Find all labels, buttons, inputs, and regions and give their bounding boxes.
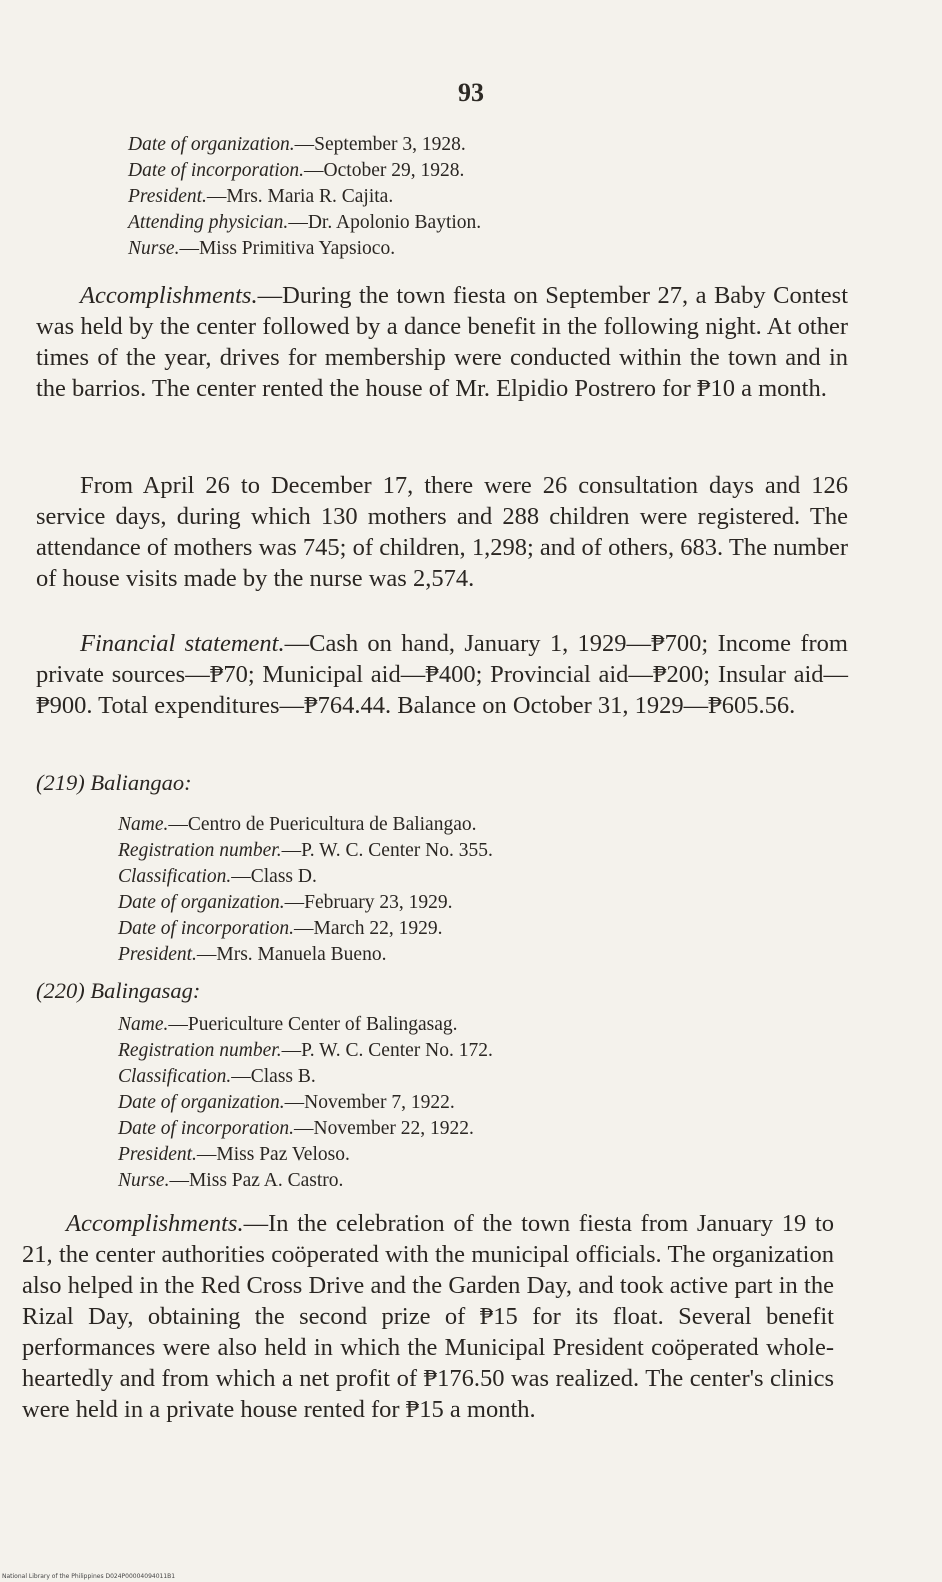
entry-line [118, 838, 493, 864]
entry-line [118, 1012, 493, 1038]
entry-line [118, 942, 493, 968]
entry-value: —Class B. [231, 1066, 316, 1087]
entry-value: —Puericulture Center of Balingasag. [168, 1014, 458, 1035]
entry-line [118, 812, 493, 838]
entry-label: Registration number. [118, 1040, 282, 1061]
entry-line [128, 158, 481, 184]
entry-value: —Miss Paz Veloso. [196, 1144, 350, 1165]
entry-line [128, 184, 481, 210]
entry-label: President. [118, 944, 197, 965]
entry-label: Date of organization. [128, 134, 295, 155]
section-number: (219) [36, 770, 85, 795]
entry-value: —Dr. Apolonio Baytion. [288, 212, 482, 233]
entry-block-3 [118, 1012, 493, 1194]
entry-value: —September 3, 1928. [294, 134, 466, 155]
entry-line [118, 1064, 493, 1090]
section-heading-balingasag [36, 978, 200, 1004]
entry-value: —P. W. C. Center No. 355. [281, 840, 493, 861]
entry-line [118, 1142, 493, 1168]
statistics-paragraph [36, 470, 848, 594]
entry-line [118, 890, 493, 916]
entry-value: —Class D. [231, 866, 317, 887]
accomplishments-paragraph-2 [22, 1208, 834, 1425]
paragraph-label: Accomplishments. [80, 282, 258, 309]
entry-block-1 [128, 132, 481, 262]
entry-block-2 [118, 812, 493, 968]
entry-label: President. [128, 186, 207, 207]
entry-label: President. [118, 1144, 197, 1165]
entry-value: —November 7, 1922. [284, 1092, 455, 1113]
paragraph-text: From April 26 to December 17, there were 26 consultation days and 126 service days, during which 130 mothers and 288 children were registered. The attendance of mothers was 745; of children, 1,298; and of others, 683. The number of house visits made by the nurse was 2,574. [36, 472, 848, 592]
entry-label: Date of incorporation. [118, 918, 295, 939]
paragraph-text: —During the town fiesta on September 27, a Baby Contest was held by the center followed by a dance benefit in the following night. At other times of the year, drives for membership were conducted within the town and in the barrios. The center rented the house of Mr. Elpidio Postrero for ₱10 a month. [36, 282, 848, 402]
entry-value: —Mrs. Maria R. Cajita. [206, 186, 394, 207]
paragraph-label: Financial statement. [80, 630, 285, 657]
entry-value: —P. W. C. Center No. 172. [281, 1040, 493, 1061]
entry-line [118, 1038, 493, 1064]
entry-value: —Mrs. Manuela Bueno. [196, 944, 387, 965]
section-heading-baliangao [36, 770, 192, 796]
paragraph-text: —Cash on hand, January 1, 1929—₱700; Income from private sources—₱70; Municipal aid—₱400; Provincial aid—₱200; Insular aid—₱900. Total expenditures—₱764.44. Balance on October 31, 1929—₱605.56. [36, 630, 848, 719]
entry-label: Name. [118, 1014, 169, 1035]
entry-label: Date of incorporation. [118, 1118, 295, 1139]
paragraph-label: Accomplishments. [66, 1210, 244, 1237]
entry-line [118, 1116, 493, 1142]
entry-value: —October 29, 1928. [304, 160, 465, 181]
entry-value: —November 22, 1922. [294, 1118, 474, 1139]
entry-value: —Centro de Puericultura de Baliangao. [168, 814, 477, 835]
entry-line [118, 864, 493, 890]
entry-label: Nurse. [118, 1170, 170, 1191]
entry-line [128, 132, 481, 158]
entry-label: Registration number. [118, 840, 282, 861]
paragraph-text: —In the celebration of the town fiesta from January 19 to 21, the center authorities coöperated with the municipal officials. The organization also helped in the Red Cross Drive and the Garden Day, and took active part in the Rizal Day, obtaining the second prize of ₱15 for its float. Several benefit performances were also held in which the Municipal President coöperated whole-heartedly and from which a net profit of ₱176.50 was realized. The center's clinics were held in a private house rented for ₱15 a month. [22, 1210, 834, 1423]
entry-label: Nurse. [128, 238, 180, 259]
entry-label: Date of organization. [118, 892, 285, 913]
section-number: (220) [36, 978, 85, 1003]
page-number: 93 [458, 78, 484, 107]
entry-value: —March 22, 1929. [294, 918, 443, 939]
entry-label: Classification. [118, 866, 232, 887]
entry-label: Date of organization. [118, 1092, 285, 1113]
entry-label: Name. [118, 814, 169, 835]
entry-line [128, 210, 481, 236]
entry-line [118, 1168, 493, 1194]
entry-label: Classification. [118, 1066, 232, 1087]
entry-line [128, 236, 481, 262]
scan-footer: National Library of the Philippines D024P00004094011B1 [2, 1573, 176, 1580]
section-title: Baliangao: [90, 770, 192, 795]
entry-label: Attending physician. [128, 212, 289, 233]
entry-value: —February 23, 1929. [284, 892, 453, 913]
section-title: Balingasag: [90, 978, 201, 1003]
entry-line [118, 916, 493, 942]
accomplishments-paragraph-1 [36, 280, 848, 404]
financial-statement-paragraph [36, 628, 848, 721]
entry-label: Date of incorporation. [128, 160, 305, 181]
entry-line [118, 1090, 493, 1116]
entry-value: —Miss Primitiva Yapsioco. [179, 238, 396, 259]
entry-value: —Miss Paz A. Castro. [169, 1170, 344, 1191]
